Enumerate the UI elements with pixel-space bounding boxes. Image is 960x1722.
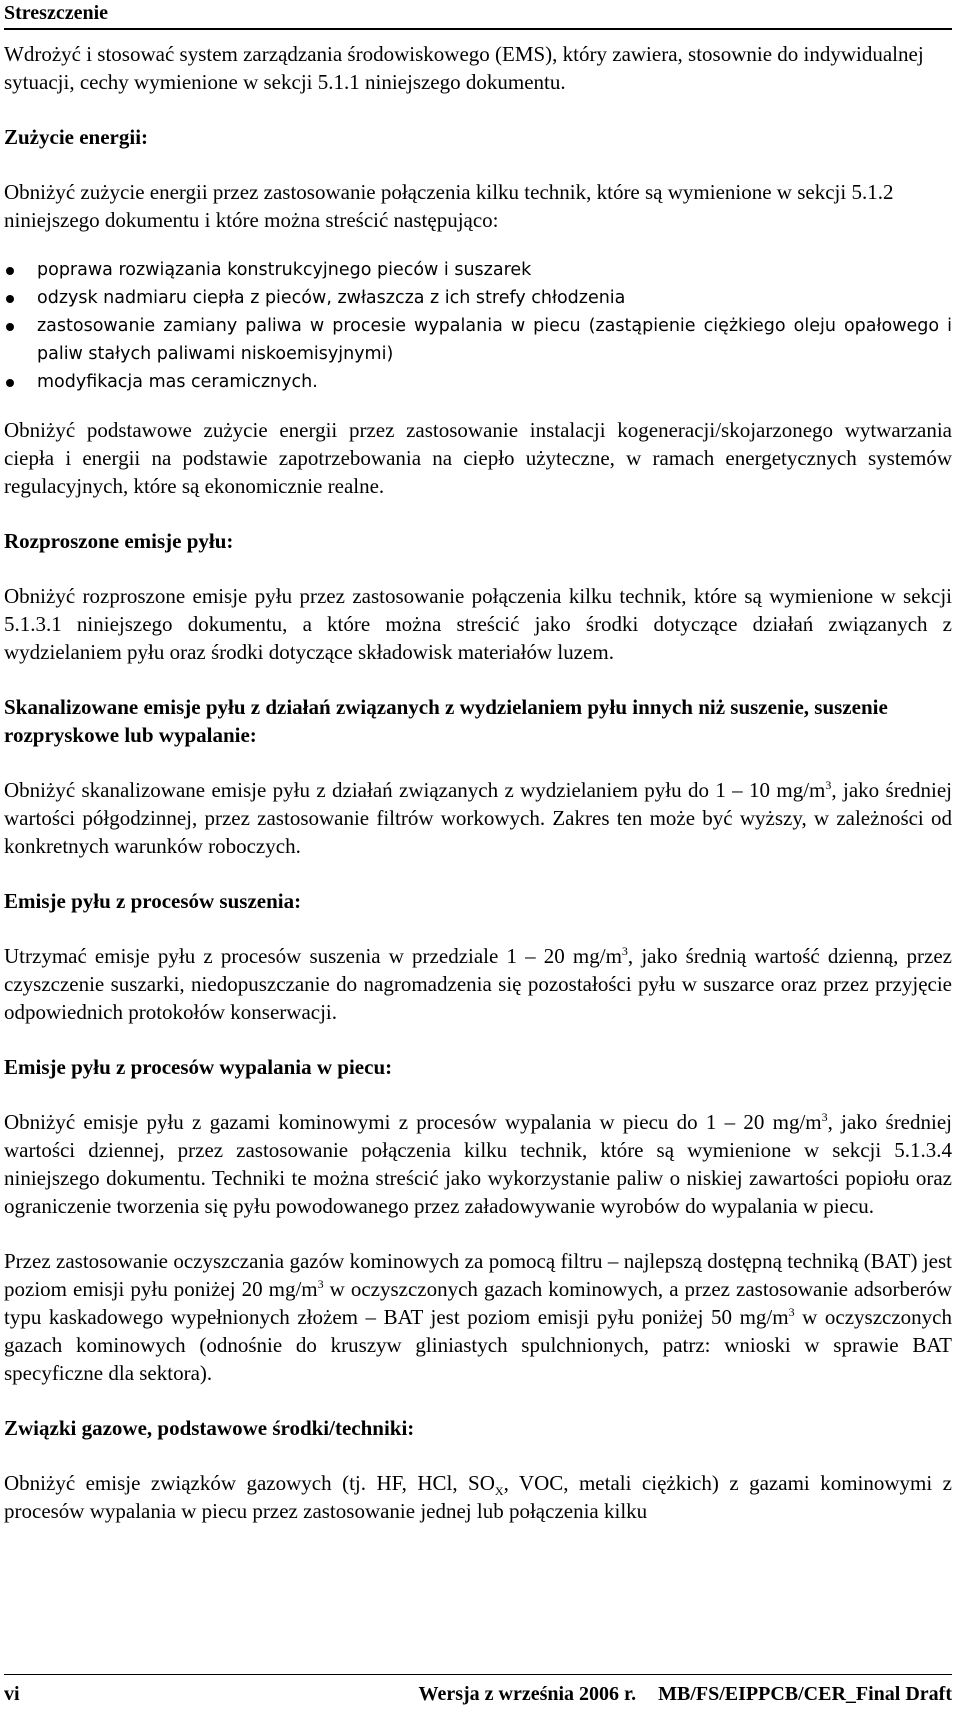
page-footer — [4, 1674, 952, 1705]
list-item: poprawa rozwiązania konstrukcyjnego pieców i suszarek — [4, 256, 952, 284]
paragraph-ems: Wdrożyć i stosować system zarządzania środowiskowego (EMS), który zawiera, stosownie do indywidualnej sytuacji, cechy wymienione w sekcji 5.1.1 niniejszego dokumentu. — [4, 42, 924, 94]
energy-bullet-list — [4, 256, 952, 396]
document-body — [4, 40, 952, 1552]
list-item: zastosowanie zamiany paliwa w procesie wypalania w piecu (zastąpienie ciężkiego oleju opałowego i paliw stałych paliwami niskoemisyjnymi) — [4, 312, 952, 368]
page-number: vi — [4, 1683, 20, 1705]
list-item: modyfikacja mas ceramicznych. — [4, 368, 952, 396]
paragraph-gaseous-compounds: Obniżyć emisje związków gazowych (tj. HF, HCl, $SO_X$, VOC, metali ciężkich) z gazami kominowymi z procesów wypalania w piecu przez zastosowanie jednej lub połączenia kilku — [4, 1471, 952, 1523]
section-title: Streszczenie — [4, 0, 952, 30]
heading-drying-dust: Emisje pyłu z procesów suszenia: — [4, 889, 302, 913]
paragraph-firing-dust: Obniżyć emisje pyłu z gazami kominowymi z procesów wypalania w piecu do 1 – 20 $mg/m^3$, jako średniej wartości dziennej, przez zastosowanie połączenia kilku technik, które są wymienione w sekcji 5.1.3.4 niniejszego dokumentu. Techniki te można streścić jako wykorzystanie paliw o niskiej zawartości popiołu oraz ograniczenie tworzenia się pyłu powodowanego przez załadowywanie wyrobów do wypalania w piecu. — [4, 1110, 952, 1218]
heading-diffuse-dust: Rozproszone emisje pyłu: — [4, 529, 234, 553]
heading-gaseous-compounds: Związki gazowe, podstawowe środki/techniki: — [4, 1416, 415, 1440]
paragraph-drying-dust: Utrzymać emisje pyłu z procesów suszenia w przedziale 1 – 20 $mg/m^3$, jako średnią wartość dzienną, przez czyszczenie suszarki, niedopuszczanie do nagromadzenia się pozostałości pyłu w suszarce oraz przez przyjęcie odpowiednich protokołów konserwacji. — [4, 944, 953, 1024]
heading-firing-dust: Emisje pyłu z procesów wypalania w piecu: — [4, 1055, 393, 1079]
paragraph-filter-bat: Przez zastosowanie oczyszczania gazów kominowych za pomocą filtru – najlepszą dostępną techniką (BAT) jest poziom emisji pyłu poniżej 20 $mg/m^3$ w oczyszczonych gazach kominowych, a przez zastosowanie adsorberów typu kaskadowego wypełnionych złożem – BAT jest poziom emisji pyłu poniżej 50 $mg/m^3$ w oczyszczonych gazach kominowych (odnośnie do kruszyw gliniastych spulchnionych, patrz: wnioski w sprawie BAT specyficzne dla sektora). — [4, 1249, 952, 1385]
bullet-icon — [6, 295, 14, 303]
bullet-icon — [6, 379, 14, 387]
bullet-icon — [6, 267, 14, 275]
footer-doc-id: MB/FS/EIPPCB/CER_Final Draft — [658, 1683, 952, 1705]
footer-version: Wersja z września 2006 r. — [418, 1683, 637, 1705]
heading-channelled-dust: Skanalizowane emisje pyłu z działań związanych z wydzielaniem pyłu innych niż suszenie, suszenie rozpryskowe lub wypalanie: — [4, 695, 888, 747]
paragraph-energy-primary: Obniżyć podstawowe zużycie energii przez zastosowanie instalacji kogeneracji/skojarzonego wytwarzania ciepła i energii na podstawie zapotrzebowania na ciepło użyteczne, w ramach energetycznych systemów regulacyjnych, które są ekonomicznie realne. — [4, 418, 952, 498]
heading-energy: Zużycie energii: — [4, 125, 149, 149]
footer-right — [397, 1681, 952, 1707]
paragraph-energy-intro: Obniżyć zużycie energii przez zastosowanie połączenia kilku technik, które są wymienione w sekcji 5.1.2 niniejszego dokumentu i które można streścić następująco: — [4, 180, 894, 232]
paragraph-diffuse-dust: Obniżyć rozproszone emisje pyłu przez zastosowanie połączenia kilku technik, które są wymienione w sekcji 5.1.3.1 niniejszego dokumentu, a które można streścić jako środki dotyczące działań związanych z wydzielaniem pyłu oraz środki dotyczące składowisk materiałów luzem. — [4, 584, 952, 664]
paragraph-channelled-dust: Obniżyć skanalizowane emisje pyłu z działań związanych z wydzielaniem pyłu do 1 – 10 $mg/m^3$, jako średniej wartości półgodzinnej, przez zastosowanie filtrów workowych. Zakres ten może być wyższy, w zależności od konkretnych warunków roboczych. — [4, 778, 953, 858]
bullet-icon — [6, 323, 14, 331]
list-item: odzysk nadmiaru ciepła z pieców, zwłaszcza z ich strefy chłodzenia — [4, 284, 952, 312]
